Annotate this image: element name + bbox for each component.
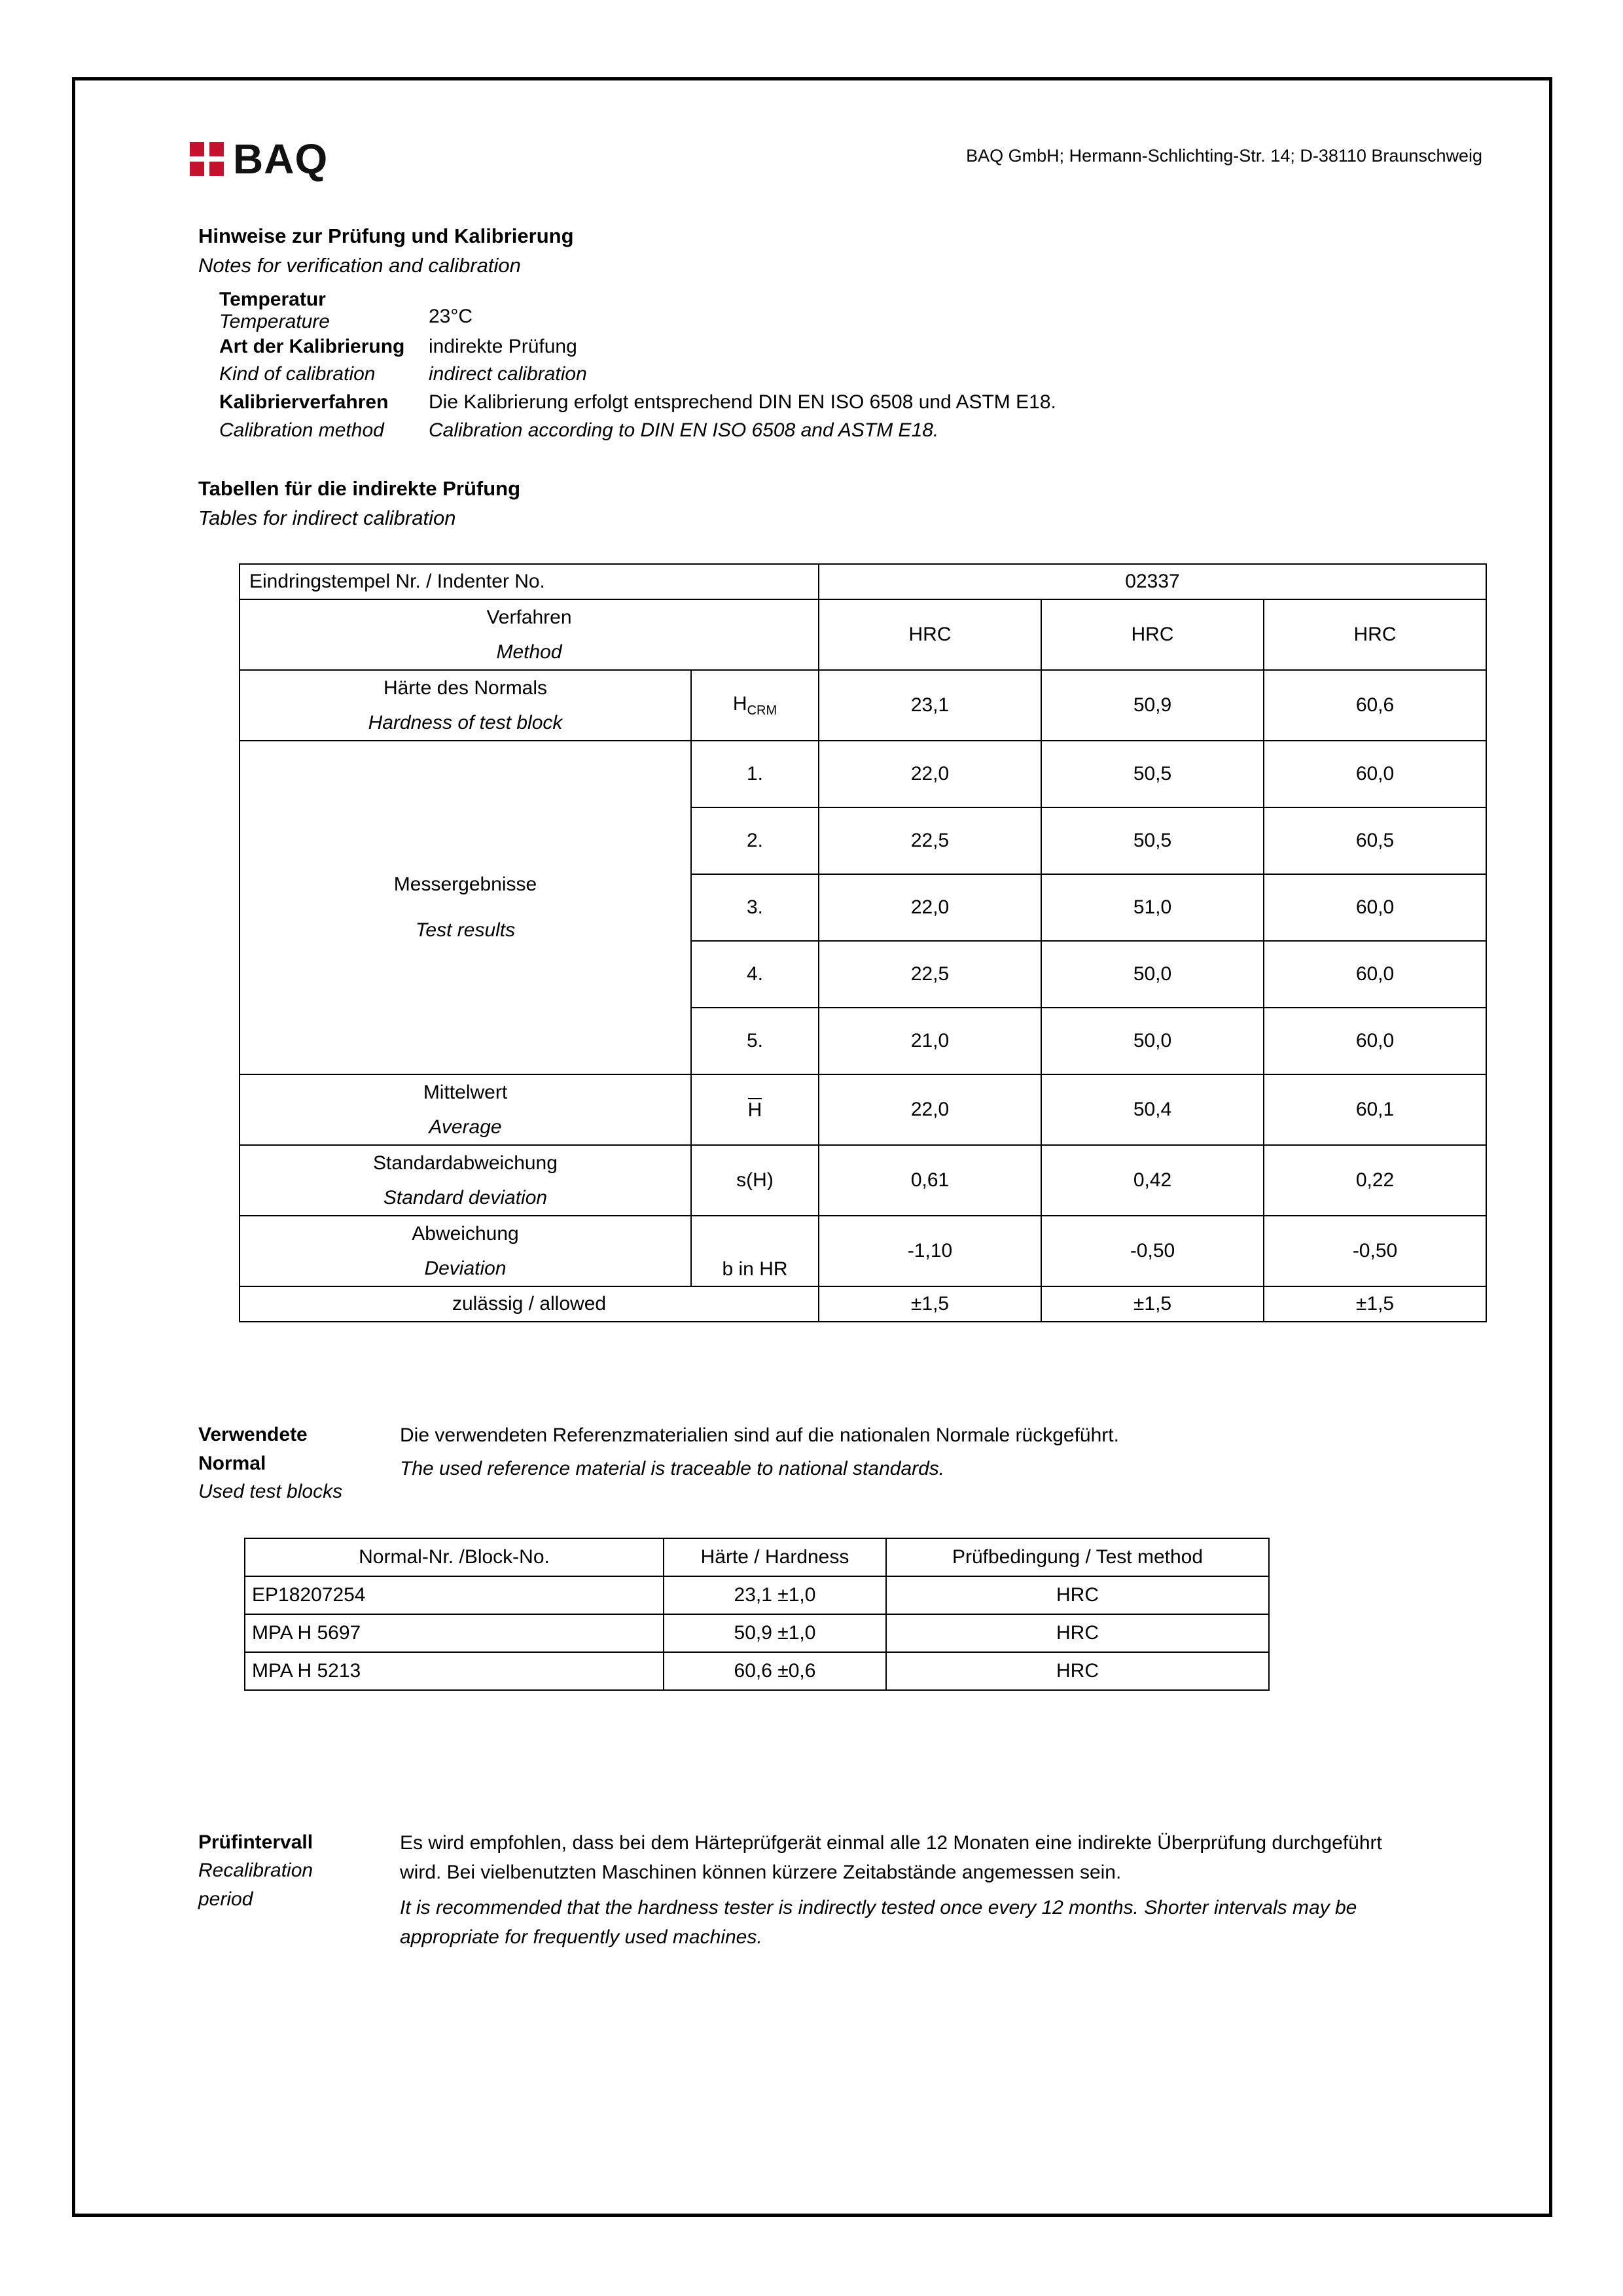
document-header — [128, 120, 1497, 192]
result-2-value-1: 22,5 — [819, 807, 1041, 874]
block-hardness-2: 50,9 ±1,0 — [664, 1614, 886, 1652]
average-label-de: Mittelwert — [240, 1074, 691, 1110]
recalibration-label — [198, 1828, 368, 1914]
deviation-label-en: Deviation — [240, 1251, 691, 1286]
average-value-2: 50,4 — [1041, 1074, 1264, 1145]
result-4-value-3: 60,0 — [1264, 941, 1486, 1008]
result-4-value-2: 50,0 — [1041, 941, 1264, 1008]
recalibration-label-en: Recalibration period — [198, 1860, 313, 1910]
temperature-label-en: Temperature — [219, 310, 330, 332]
table-row — [240, 599, 1486, 635]
result-3-value-1: 22,0 — [819, 874, 1041, 941]
method-value-3: HRC — [1264, 599, 1486, 670]
deviation-value-3: -0,50 — [1264, 1216, 1486, 1286]
result-index-5: 5. — [691, 1008, 819, 1074]
block-method-1: HRC — [886, 1576, 1269, 1614]
baq-logo-mark-icon — [190, 142, 224, 176]
stddev-symbol: s(H) — [691, 1145, 819, 1216]
hardness-label-en: Hardness of test block — [240, 705, 691, 741]
stddev-value-1: 0,61 — [819, 1145, 1041, 1216]
result-index-1: 1. — [691, 741, 819, 807]
result-index-3: 3. — [691, 874, 819, 941]
hardness-symbol: $H_{CRM}$ — [691, 670, 819, 741]
used-blocks-table-wrap — [128, 1538, 1497, 1691]
method-label-en: Calibration method — [219, 419, 384, 441]
block-method-2: HRC — [886, 1614, 1269, 1652]
table-row — [245, 1614, 1269, 1652]
used-blocks-label-de: Verwendete Normal — [198, 1424, 308, 1474]
blocks-col-header-2: Härte / Hardness — [664, 1538, 886, 1576]
table-row — [245, 1576, 1269, 1614]
allowed-value-1: ±1,5 — [819, 1286, 1041, 1322]
result-5-value-2: 50,0 — [1041, 1008, 1264, 1074]
stddev-value-2: 0,42 — [1041, 1145, 1264, 1216]
company-address: BAQ GmbH; Hermann-Schlichting-Str. 14; D-38110 Braunschweig — [966, 146, 1482, 166]
result-5-value-1: 21,0 — [819, 1008, 1041, 1074]
used-blocks-text-en: The used reference material is traceable to national standards. — [400, 1458, 945, 1480]
results-label-en: Test results — [415, 919, 516, 942]
result-5-value-3: 60,0 — [1264, 1008, 1486, 1074]
result-4-value-1: 22,5 — [819, 941, 1041, 1008]
table-row — [240, 741, 1486, 807]
table-row — [240, 1216, 1486, 1251]
average-label-en: Average — [240, 1110, 691, 1145]
notes-key-values — [128, 289, 1497, 444]
page-border — [72, 77, 1552, 2217]
table-row — [240, 670, 1486, 705]
table-row — [240, 564, 1486, 599]
indenter-value: 02337 — [819, 564, 1486, 599]
tables-heading-group — [128, 474, 1497, 533]
average-symbol: H — [691, 1074, 819, 1145]
recalibration-text-de: Es wird empfohlen, dass bei dem Härteprüfgerät einmal alle 12 Monaten eine indirekte Überprüfung durchgeführt wird. Bei vielbenutzten Maschinen können kürzere Zeitabstände angemessen sein. — [400, 1831, 1382, 1884]
used-blocks-text — [368, 1421, 1119, 1483]
stddev-label-de: Standardabweichung — [240, 1145, 691, 1180]
deviation-value-2: -0,50 — [1041, 1216, 1264, 1286]
indenter-label: Eindringstempel Nr. / Indenter No. — [240, 564, 819, 599]
result-1-value-2: 50,5 — [1041, 741, 1264, 807]
block-hardness-3: 60,6 ±0,6 — [664, 1652, 886, 1690]
indirect-calibration-table — [239, 563, 1487, 1322]
result-2-value-2: 50,5 — [1041, 807, 1264, 874]
block-hardness-1: 23,1 ±1,0 — [664, 1576, 886, 1614]
kind-value-de: indirekte Prüfung — [429, 335, 577, 357]
used-blocks-table — [244, 1538, 1270, 1691]
block-no-2: MPA H 5697 — [245, 1614, 664, 1652]
temperature-label-de: Temperatur — [219, 288, 326, 310]
result-3-value-3: 60,0 — [1264, 874, 1486, 941]
used-blocks-label-en: Used test blocks — [198, 1481, 343, 1503]
notes-heading-de: Hinweise zur Prüfung und Kalibrierung — [198, 224, 574, 247]
table-header-row — [245, 1538, 1269, 1576]
average-value-3: 60,1 — [1264, 1074, 1486, 1145]
blocks-col-header-3: Prüfbedingung / Test method — [886, 1538, 1269, 1576]
deviation-symbol: b in HR — [691, 1216, 819, 1286]
kind-label-en: Kind of calibration — [219, 363, 376, 385]
results-label — [240, 741, 691, 1074]
temperature-value: 23°C — [429, 305, 473, 327]
hardness-value-2: 50,9 — [1041, 670, 1264, 741]
allowed-value-2: ±1,5 — [1041, 1286, 1264, 1322]
result-1-value-1: 22,0 — [819, 741, 1041, 807]
recalibration-text-en: It is recommended that the hardness tester is indirectly tested once every 12 months. Shorter intervals may be appropriate for frequently used machines. — [400, 1896, 1357, 1949]
table-row — [245, 1652, 1269, 1690]
table-row — [240, 1286, 1486, 1322]
allowed-value-3: ±1,5 — [1264, 1286, 1486, 1322]
recalibration-text — [368, 1828, 1408, 1952]
blocks-col-header-1: Normal-Nr. /Block-No. — [245, 1538, 664, 1576]
result-2-value-3: 60,5 — [1264, 807, 1486, 874]
method-label-de: Kalibrierverfahren — [219, 391, 389, 414]
table-row — [240, 1145, 1486, 1180]
used-blocks-section — [128, 1421, 1497, 1506]
hardness-value-3: 60,6 — [1264, 670, 1486, 741]
baq-logo — [190, 135, 329, 183]
notes-row-temperature — [219, 289, 1497, 333]
result-index-2: 2. — [691, 807, 819, 874]
recalibration-label-de: Prüfintervall — [198, 1831, 313, 1853]
notes-row-method — [219, 389, 1497, 444]
hardness-label-de: Härte des Normals — [240, 670, 691, 705]
method-value-en: Calibration according to DIN EN ISO 6508 and ASTM E18. — [429, 419, 939, 441]
stddev-value-3: 0,22 — [1264, 1145, 1486, 1216]
block-no-3: MPA H 5213 — [245, 1652, 664, 1690]
method-value-1: HRC — [819, 599, 1041, 670]
block-no-1: EP18207254 — [245, 1576, 664, 1614]
average-value-1: 22,0 — [819, 1074, 1041, 1145]
kind-label-de: Art der Kalibrierung — [219, 335, 405, 357]
notes-heading-en: Notes for verification and calibration — [198, 253, 521, 277]
result-index-4: 4. — [691, 941, 819, 1008]
notes-heading-group — [128, 222, 1497, 281]
used-blocks-label — [198, 1421, 368, 1506]
deviation-value-1: -1,10 — [819, 1216, 1041, 1286]
result-3-value-2: 51,0 — [1041, 874, 1264, 941]
tables-heading-de: Tabellen für die indirekte Prüfung — [198, 477, 521, 501]
results-label-de: Messergebnisse — [393, 874, 537, 896]
used-blocks-text-de: Die verwendeten Referenzmaterialien sind auf die nationalen Normale rückgeführt. — [400, 1424, 1119, 1447]
kind-value-en: indirect calibration — [429, 363, 587, 385]
notes-row-kind — [219, 333, 1497, 389]
indirect-calibration-table-wrap — [128, 563, 1497, 1322]
result-1-value-3: 60,0 — [1264, 741, 1486, 807]
method-value-2: HRC — [1041, 599, 1264, 670]
tables-heading-en: Tables for indirect calibration — [198, 506, 456, 530]
table-row — [240, 1074, 1486, 1110]
hardness-value-1: 23,1 — [819, 670, 1041, 741]
recalibration-section — [128, 1828, 1497, 1952]
method-value-de: Die Kalibrierung erfolgt entsprechend DIN EN ISO 6508 und ASTM E18. — [429, 391, 1056, 414]
block-method-3: HRC — [886, 1652, 1269, 1690]
allowed-label: zulässig / allowed — [240, 1286, 819, 1322]
method-row-label-de: Verfahren — [240, 599, 819, 635]
method-row-label-en: Method — [240, 635, 819, 670]
stddev-label-en: Standard deviation — [240, 1180, 691, 1216]
page-content — [75, 80, 1549, 2214]
deviation-label-de: Abweichung — [240, 1216, 691, 1251]
baq-logo-text: BAQ — [233, 135, 329, 183]
